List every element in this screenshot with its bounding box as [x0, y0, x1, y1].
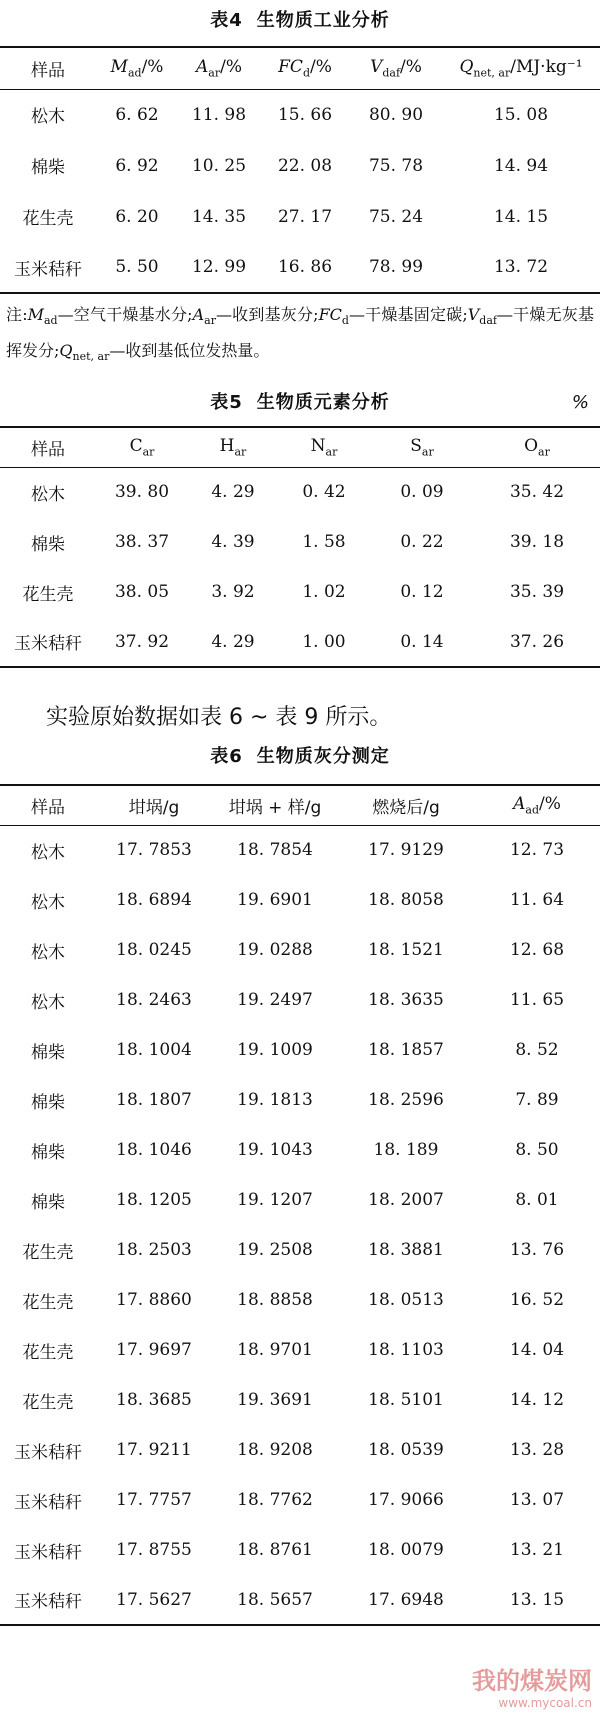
table6-cell-value: 17. 9129 — [368, 840, 444, 861]
table6-cell-value: 18. 2503 — [116, 1240, 192, 1260]
table4-cell-value: 5. 50 — [115, 257, 159, 277]
table6-cell-sample: 松木 — [31, 842, 65, 863]
table6-cell-value: 14. 04 — [509, 1340, 565, 1360]
table6-cell-value: 16. 52 — [509, 1290, 565, 1310]
table5-row — [0, 517, 600, 567]
table5-header-row — [0, 427, 600, 467]
table4-header-vdaf: $V_{daf}/\%$ — [350, 47, 442, 89]
table5-cell-value: 37. 92 — [114, 631, 170, 652]
table6-cell-value: 19. 1043 — [237, 1140, 313, 1160]
table4-header-mad: $M_{ad}/\%$ — [96, 47, 178, 89]
table4-cell-value: 12. 99 — [191, 257, 247, 277]
table6-row — [0, 1175, 600, 1225]
table5-cell-value: 39. 18 — [509, 532, 565, 552]
table6-cell-value: 13. 28 — [509, 1440, 565, 1460]
table6-cell-value: 7. 89 — [515, 1090, 559, 1110]
table5-header-h: $H_{ar}$ — [188, 427, 278, 467]
table5-cell-value: 0. 42 — [302, 482, 346, 503]
table4-cell-value: 78. 99 — [368, 257, 424, 277]
table4-header-aar: $A_{ar}/\%$ — [178, 47, 260, 89]
table5-header-o: $O_{ar}$ — [474, 427, 600, 467]
table6-cell-value: 19. 3691 — [237, 1390, 313, 1410]
table6-header-sample: 样品 — [0, 785, 96, 825]
table6-cell-value: 8. 50 — [515, 1140, 559, 1160]
table6-cell-value: 17. 7757 — [116, 1490, 192, 1510]
table6-cell-value: 18. 7854 — [237, 840, 313, 861]
watermark-name: 我的煤炭网 — [472, 1667, 592, 1695]
table6-cell-value: 13. 76 — [509, 1240, 565, 1260]
table5-cell-value: 1. 00 — [302, 631, 346, 652]
table6-cell-value: 18. 0513 — [368, 1290, 444, 1310]
table4-section — [0, 6, 600, 372]
table4-row — [0, 242, 600, 293]
table6-number: 表6 — [210, 746, 243, 767]
table4-cell-value: 27. 17 — [277, 206, 333, 227]
table5-cell-value: 4. 29 — [211, 631, 255, 652]
table5-cell-value: 0. 12 — [400, 582, 444, 602]
table6-cell-value: 18. 2463 — [116, 990, 192, 1010]
table6-cell-value: 17. 8860 — [116, 1290, 192, 1310]
table6-cell-value: 19. 0288 — [237, 940, 313, 960]
table5-header-n: $N_{ar}$ — [278, 427, 370, 467]
table6-cell-value: 18. 2007 — [368, 1190, 444, 1210]
table4-row — [0, 89, 600, 140]
table5-cell-value: 38. 37 — [114, 532, 170, 552]
table6-row — [0, 1075, 600, 1125]
table6-cell-sample: 玉米秸秆 — [14, 1492, 82, 1513]
table6-cell-value: 18. 8058 — [368, 890, 444, 910]
table5-row — [0, 617, 600, 667]
table5-section — [0, 388, 600, 668]
table6-cell-value: 18. 1004 — [116, 1040, 192, 1060]
table5-cell-value: 0. 09 — [400, 482, 444, 503]
table6-cell-value: 18. 189 — [373, 1140, 439, 1160]
table6-cell-sample: 玉米秸秆 — [14, 1442, 82, 1463]
table6-cell-value: 17. 6948 — [368, 1589, 444, 1610]
table6-cell-sample: 棉柴 — [31, 1192, 65, 1213]
table6-cell-value: 18. 8858 — [237, 1290, 313, 1310]
table6-cell-value: 17. 9211 — [116, 1440, 192, 1460]
table4-row — [0, 140, 600, 191]
table6-row — [0, 975, 600, 1025]
table6-row — [0, 1425, 600, 1475]
table6-cell-value: 18. 1103 — [368, 1340, 444, 1360]
table4-cell-sample: 玉米秸秆 — [14, 259, 82, 280]
table6-cell-value: 17. 7853 — [116, 840, 192, 861]
table6-cell-value: 8. 01 — [515, 1190, 559, 1210]
table6-cell-sample: 棉柴 — [31, 1092, 65, 1113]
table4-cell-value: 6. 20 — [115, 206, 159, 227]
table6-cell-value: 18. 1807 — [116, 1090, 192, 1110]
table6-cell-value: 18. 8761 — [237, 1540, 313, 1560]
table6-header-aad: $A_{ad}/\%$ — [474, 785, 600, 825]
table6-cell-sample: 花生壳 — [22, 1292, 74, 1313]
table6-cell-value: 18. 9208 — [237, 1440, 313, 1460]
table6-cell-sample: 花生壳 — [22, 1342, 74, 1363]
table5-cell-value: 4. 39 — [211, 532, 255, 552]
table5-cell-value: 39. 80 — [114, 482, 170, 503]
table6-section — [0, 742, 600, 1626]
table6-cell-value: 12. 73 — [509, 840, 565, 861]
table5-row — [0, 567, 600, 617]
table6-cell-value: 18. 7762 — [237, 1490, 313, 1510]
table5-header-c: $C_{ar}$ — [96, 427, 188, 467]
table6-cell-value: 19. 1009 — [237, 1040, 313, 1060]
table6-title: 生物质灰分测定 — [256, 746, 390, 767]
table6-cell-sample: 花生壳 — [22, 1392, 74, 1413]
table6-cell-value: 11. 65 — [509, 990, 565, 1010]
table4-cell-value: 22. 08 — [277, 155, 333, 176]
table6-cell-value: 17. 9697 — [116, 1340, 192, 1360]
table5-cell-value: 0. 22 — [400, 532, 444, 552]
table6-cell-value: 18. 3685 — [116, 1390, 192, 1410]
table6-cell-value: 14. 12 — [509, 1390, 565, 1410]
table6-cell-value: 19. 2508 — [237, 1240, 313, 1260]
table4-cell-value: 15. 66 — [277, 104, 333, 125]
table6-caption — [0, 742, 600, 772]
table4-cell-sample: 棉柴 — [31, 158, 65, 178]
table6-row — [0, 1325, 600, 1375]
table4-cell-value: 80. 90 — [368, 104, 424, 125]
table4-cell-value: 11. 98 — [191, 104, 247, 125]
table6-cell-value: 17. 5627 — [116, 1589, 192, 1610]
table6-row — [0, 925, 600, 975]
table5-cell-sample: 玉米秸秆 — [14, 634, 82, 654]
table5-cell-sample: 花生壳 — [22, 584, 74, 605]
table6-cell-value: 18. 3635 — [368, 990, 444, 1010]
table4-header-fcd: $FC_d/\%$ — [260, 47, 350, 89]
watermark-logo — [472, 1661, 592, 1710]
table6-row — [0, 875, 600, 925]
table6-cell-sample: 花生壳 — [22, 1242, 74, 1263]
table4-cell-value: 13. 72 — [493, 257, 549, 277]
table6-cell-value: 17. 9066 — [368, 1490, 444, 1510]
table6-cell-value: 19. 1813 — [237, 1090, 313, 1110]
table6-cell-value: 18. 5101 — [368, 1390, 444, 1410]
table5-cell-value: 37. 26 — [509, 631, 565, 652]
table4-cell-value: 75. 78 — [368, 155, 424, 176]
table6-cell-value: 18. 1205 — [116, 1190, 192, 1210]
table5-caption — [0, 388, 600, 418]
table6-row — [0, 1125, 600, 1175]
table4-header-qnet: $Q_{net, ar}/MJ\cdot kg^{-1}$ — [442, 47, 600, 89]
table4-number: 表4 — [210, 10, 243, 31]
table4-cell-value: 14. 15 — [493, 206, 549, 227]
table4-cell-sample: 花生壳 — [22, 209, 74, 229]
table4-cell-value: 15. 08 — [493, 104, 549, 125]
table6-cell-value: 18. 2596 — [368, 1090, 444, 1110]
watermark-url: www.mycoal.cn — [498, 1696, 592, 1710]
table6-cell-value: 19. 1207 — [237, 1190, 313, 1210]
table4-header-sample: 样品 — [0, 47, 96, 89]
table5-title: 生物质元素分析 — [256, 392, 390, 413]
table6-row — [0, 1025, 600, 1075]
table6-row — [0, 1525, 600, 1575]
table4-cell-sample: 松木 — [31, 107, 65, 128]
table5-cell-value: 38. 05 — [114, 582, 170, 602]
table4-cell-value: 10. 25 — [191, 155, 247, 176]
table5-number: 表5 — [210, 392, 243, 413]
table6-cell-value: 19. 2497 — [237, 990, 313, 1010]
table6-cell-value: 11. 64 — [509, 890, 565, 910]
table5-cell-value: 35. 39 — [509, 582, 565, 602]
table5-cell-sample: 松木 — [31, 484, 65, 505]
table5-cell-value: 1. 58 — [302, 532, 346, 552]
table6-row — [0, 825, 600, 875]
table6-cell-value: 8. 52 — [515, 1040, 559, 1060]
table6-cell-sample: 松木 — [31, 992, 65, 1013]
table6-row — [0, 1225, 600, 1275]
table6-cell-value: 18. 1857 — [368, 1040, 444, 1060]
table6-cell-sample: 玉米秸秆 — [14, 1542, 82, 1563]
table5-cell-value: 3. 92 — [211, 582, 255, 602]
table5-header-s: $S_{ar}$ — [370, 427, 474, 467]
table4-header-row — [0, 47, 600, 89]
table4-cell-value: 6. 62 — [115, 104, 159, 125]
table4-cell-value: 75. 24 — [368, 206, 424, 227]
table6-cell-value: 17. 8755 — [116, 1540, 192, 1560]
table6-header-row — [0, 785, 600, 825]
table6-header-crucible-sample: 坩埚 + 样/g — [212, 785, 338, 825]
table6-cell-value: 18. 5657 — [237, 1589, 313, 1610]
table5-header-sample: 样品 — [0, 427, 96, 467]
table6-row — [0, 1275, 600, 1325]
table5-cell-value: 35. 42 — [509, 482, 565, 503]
table4-cell-value: 14. 35 — [191, 206, 247, 227]
table4-cell-value: 16. 86 — [277, 257, 333, 277]
table6-cell-value: 18. 3881 — [368, 1240, 444, 1260]
table4-row — [0, 191, 600, 242]
table6-row — [0, 1375, 600, 1425]
table4-cell-value: 14. 94 — [493, 155, 549, 176]
table5-row — [0, 467, 600, 517]
table5-cell-value: 4. 29 — [211, 482, 255, 503]
table6-cell-value: 12. 68 — [509, 940, 565, 960]
table6-cell-sample: 棉柴 — [31, 1042, 65, 1063]
table6-cell-value: 18. 0245 — [116, 940, 192, 960]
table6-cell-value: 19. 6901 — [237, 890, 313, 910]
table4-note: 注$:M_{ad}—$空气干燥基水分$;A_{ar}—$收到基灰分$;FC_d—$干燥基固定碳$;V_{daf}—$干燥无灰基挥发分$;Q_{net, ar}—$收到基低位发热量。 — [6, 305, 594, 364]
table6-cell-value: 18. 9701 — [237, 1340, 313, 1360]
table5-unit: % — [571, 392, 590, 413]
table4 — [0, 46, 600, 294]
table5-cell-value: 0. 14 — [400, 631, 444, 652]
table6-cell-value: 13. 21 — [509, 1540, 565, 1560]
table6-cell-value: 13. 07 — [509, 1490, 565, 1510]
table6-cell-sample: 棉柴 — [31, 1142, 65, 1163]
table6-cell-sample: 玉米秸秆 — [14, 1592, 82, 1612]
table6-cell-value: 18. 0539 — [368, 1440, 444, 1460]
table6-cell-value: 13. 15 — [509, 1589, 565, 1610]
table6-cell-value: 18. 1046 — [116, 1140, 192, 1160]
table4-title: 生物质工业分析 — [256, 10, 390, 31]
table4-cell-value: 6. 92 — [115, 155, 159, 176]
table6-header-after-burn: 燃烧后/g — [338, 785, 474, 825]
table6-cell-value: 18. 1521 — [368, 940, 444, 960]
table6 — [0, 784, 600, 1626]
intro-text: 实验原始数据如表 6 ~ 表 9 所示。 — [46, 705, 392, 730]
table6-row — [0, 1475, 600, 1525]
table6-cell-sample: 松木 — [31, 942, 65, 963]
table5-cell-sample: 棉柴 — [31, 534, 65, 555]
table5 — [0, 426, 600, 668]
table6-row — [0, 1575, 600, 1625]
table6-cell-value: 18. 6894 — [116, 890, 192, 910]
table6-cell-value: 18. 0079 — [368, 1540, 444, 1560]
table6-cell-sample: 松木 — [31, 892, 65, 913]
table5-cell-value: 1. 02 — [302, 582, 346, 602]
table4-caption — [0, 6, 600, 36]
table6-header-crucible: 坩埚/g — [96, 785, 212, 825]
